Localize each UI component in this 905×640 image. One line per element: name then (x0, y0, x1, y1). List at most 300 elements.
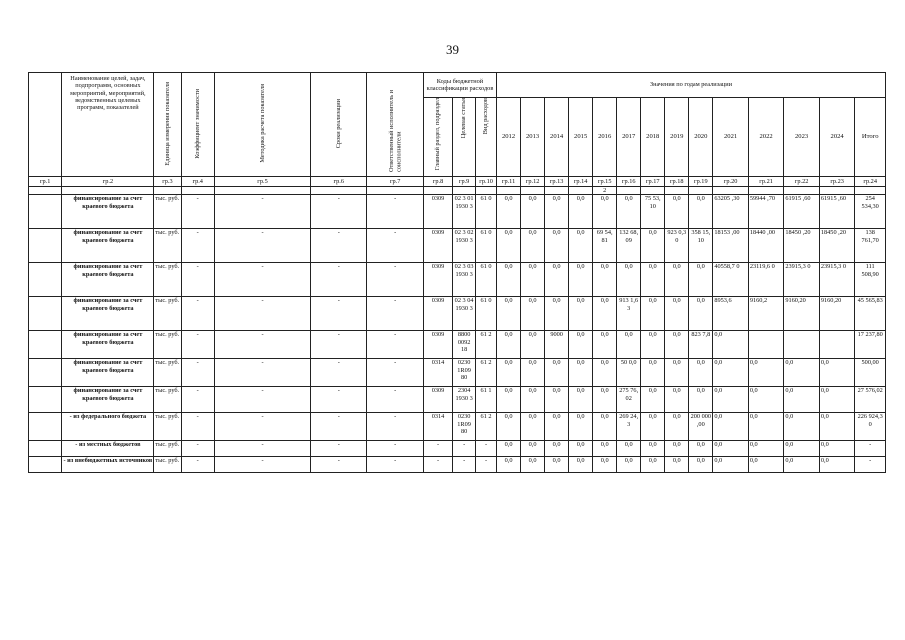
group-number-row (29, 177, 886, 187)
row-year-value: 0,0 (748, 387, 784, 413)
group-number-cell: гр.8 (423, 177, 452, 187)
row-year-value: 0,0 (617, 263, 641, 297)
header-year: 2017 (617, 98, 641, 177)
header-year: 2012 (497, 98, 521, 177)
row-year-value: 0,0 (545, 229, 569, 263)
row-year-value: 358 15, 10 (689, 229, 713, 263)
group-number-cell: гр.21 (748, 177, 784, 187)
row-year-value: 0,0 (689, 457, 713, 473)
row-method: - (214, 457, 310, 473)
group-number-cell: гр.13 (545, 177, 569, 187)
row-terms: - (311, 413, 367, 441)
table-row (29, 297, 886, 331)
row-code-main: 0309 (423, 263, 452, 297)
row-year-value: 0,0 (665, 387, 689, 413)
row-year-value: 9160,20 (784, 297, 820, 331)
group-number-cell: гр.3 (154, 177, 181, 187)
row-year-value: 0,0 (497, 263, 521, 297)
row-year-value (784, 331, 820, 359)
row-year-value: 0,0 (641, 263, 665, 297)
row-total: 500,00 (855, 359, 886, 387)
row-number-cell (29, 457, 62, 473)
header-code-type: Вид расходов (476, 98, 497, 177)
header-coef: Коэффициент значимости (181, 73, 214, 177)
row-code-target: 02 3 02 1930 3 (453, 229, 476, 263)
row-unit: тыс. руб. (154, 413, 181, 441)
header-year: 2014 (545, 98, 569, 177)
row-code-target: - (453, 441, 476, 457)
table-row (29, 441, 886, 457)
row-year-value: 0,0 (641, 359, 665, 387)
row-year-value: 0,0 (521, 229, 545, 263)
row-year-value: 0,0 (593, 387, 617, 413)
row-terms: - (311, 229, 367, 263)
row-total: 27 576,02 (855, 387, 886, 413)
row-code-target: - (453, 457, 476, 473)
group-number-cell: гр.22 (784, 177, 820, 187)
row-year-value: 0,0 (689, 359, 713, 387)
row-year-value: 0,0 (748, 457, 784, 473)
row-code-main: - (423, 441, 452, 457)
row-year-value: 0,0 (545, 457, 569, 473)
row-unit: тыс. руб. (154, 229, 181, 263)
row-year-value: 0,0 (641, 441, 665, 457)
row-year-value: 0,0 (593, 263, 617, 297)
row-terms: - (311, 457, 367, 473)
row-number-cell (29, 441, 62, 457)
row-executor: - (367, 387, 423, 413)
row-number-cell (29, 195, 62, 229)
row-method: - (214, 441, 310, 457)
row-year-value: 40558,7 0 (713, 263, 749, 297)
row-method: - (214, 413, 310, 441)
row-method: - (214, 331, 310, 359)
row-year-value: 0,0 (641, 331, 665, 359)
group-number-cell: гр.17 (641, 177, 665, 187)
row-year-value: 23119,6 0 (748, 263, 784, 297)
row-terms: - (311, 263, 367, 297)
table-row (29, 457, 886, 473)
row-year-value: 0,0 (569, 457, 593, 473)
row-year-value: 0,0 (521, 263, 545, 297)
row-coef: - (181, 413, 214, 441)
row-year-value: 0,0 (545, 359, 569, 387)
row-name: финансирование за счет краевого бюджета (62, 195, 154, 229)
row-year-value: 0,0 (593, 441, 617, 457)
row-year-value: 0,0 (819, 441, 855, 457)
row-year-value: 0,0 (617, 457, 641, 473)
row-year-value: 0,0 (593, 359, 617, 387)
row-code-type: 61 0 (476, 263, 497, 297)
row-terms: - (311, 331, 367, 359)
row-executor: - (367, 263, 423, 297)
group-number-cell: гр.10 (476, 177, 497, 187)
row-year-value: 0,0 (784, 441, 820, 457)
row-number-cell (29, 359, 62, 387)
row-year-value: 59944 ,70 (748, 195, 784, 229)
row-year-value: 0,0 (819, 359, 855, 387)
group-number-cell: гр.23 (819, 177, 855, 187)
row-terms: - (311, 359, 367, 387)
row-code-type: 61 0 (476, 297, 497, 331)
group-number-cell: гр.18 (665, 177, 689, 187)
group-number-cell: гр.1 (29, 177, 62, 187)
row-year-value: 61915 ,60 (819, 195, 855, 229)
row-year-value: 0,0 (569, 387, 593, 413)
row-year-value: 0,0 (713, 441, 749, 457)
row-year-value: 0,0 (497, 413, 521, 441)
row-number-cell (29, 413, 62, 441)
row-coef: - (181, 263, 214, 297)
row-year-value: 0,0 (497, 441, 521, 457)
group-number-cell: гр.20 (713, 177, 749, 187)
row-unit: тыс. руб. (154, 263, 181, 297)
row-unit: тыс. руб. (154, 359, 181, 387)
row-year-value: 0,0 (569, 359, 593, 387)
row-code-target: 02 3 04 1930 3 (453, 297, 476, 331)
row-year-value: 0,0 (569, 331, 593, 359)
row-year-value: 0,0 (784, 457, 820, 473)
row-code-main: 0309 (423, 195, 452, 229)
row-year-value: 0,0 (593, 413, 617, 441)
row-code-type: 61 2 (476, 413, 497, 441)
row-year-value: 0,0 (713, 331, 749, 359)
row-code-main: 0309 (423, 387, 452, 413)
row-year-value: 0,0 (617, 441, 641, 457)
row-name: - из местных бюджетов (62, 441, 154, 457)
row-name: финансирование за счет краевого бюджета (62, 263, 154, 297)
row-year-value: 0,0 (521, 413, 545, 441)
row-year-value: 0,0 (689, 441, 713, 457)
row-year-value: 0,0 (521, 359, 545, 387)
row-year-value: 75 53, 10 (641, 195, 665, 229)
row-year-value: 913 1,6 3 (617, 297, 641, 331)
row-method: - (214, 297, 310, 331)
row-year-value: 0,0 (641, 229, 665, 263)
row-year-value: 23915,3 0 (784, 263, 820, 297)
row-coef: - (181, 359, 214, 387)
group-number-cell: гр.5 (214, 177, 310, 187)
row-year-value: 0,0 (521, 441, 545, 457)
row-code-target: 0230 1R09 80 (453, 413, 476, 441)
row-year-value: 0,0 (784, 359, 820, 387)
row-year-value: 0,0 (665, 359, 689, 387)
row-year-value: 18440 ,00 (748, 229, 784, 263)
row-executor: - (367, 331, 423, 359)
row-method: - (214, 263, 310, 297)
row-year-value: 0,0 (713, 359, 749, 387)
row-year-value: 132 68, 09 (617, 229, 641, 263)
row-year-value: 0,0 (545, 297, 569, 331)
row-year-value: 0,0 (617, 195, 641, 229)
row-name: финансирование за счет краевого бюджета (62, 359, 154, 387)
row-name: финансирование за счет краевого бюджета (62, 297, 154, 331)
group-number-cell: гр.24 (855, 177, 886, 187)
row-total: 45 565,83 (855, 297, 886, 331)
row-year-value: 0,0 (665, 297, 689, 331)
row-year-value: 9000 (545, 331, 569, 359)
row-year-value: 0,0 (784, 413, 820, 441)
row-year-value: 0,0 (689, 387, 713, 413)
row-year-value: 0,0 (497, 195, 521, 229)
row-year-value: 9160,20 (819, 297, 855, 331)
row-year-value: 0,0 (689, 297, 713, 331)
row-year-value: 269 24, 3 (617, 413, 641, 441)
spacer-mark: 2 (593, 187, 617, 195)
row-code-type: - (476, 441, 497, 457)
row-year-value: 0,0 (665, 263, 689, 297)
row-year-value: 0,0 (497, 457, 521, 473)
row-coef: - (181, 387, 214, 413)
row-year-value: 0,0 (521, 387, 545, 413)
row-total: - (855, 457, 886, 473)
row-name: - из федерального бюджета (62, 413, 154, 441)
row-code-main: 0309 (423, 229, 452, 263)
row-method: - (214, 359, 310, 387)
header-unit: Единица измерения показателя (154, 73, 181, 177)
row-executor: - (367, 195, 423, 229)
table-row (29, 387, 886, 413)
page-number: 39 (446, 42, 459, 57)
table-row (29, 331, 886, 359)
row-unit: тыс. руб. (154, 195, 181, 229)
row-year-value: 0,0 (497, 229, 521, 263)
row-unit: тыс. руб. (154, 297, 181, 331)
header-year: 2019 (665, 98, 689, 177)
row-year-value: 0,0 (748, 359, 784, 387)
row-code-target: 0230 1R09 80 (453, 359, 476, 387)
table-row (29, 195, 886, 229)
row-year-value: 0,0 (713, 457, 749, 473)
table-row (29, 263, 886, 297)
header-total: Итого (855, 98, 886, 177)
row-executor: - (367, 359, 423, 387)
row-year-value: 823 7,8 (689, 331, 713, 359)
row-year-value: 0,0 (497, 387, 521, 413)
group-number-cell: гр.15 (593, 177, 617, 187)
row-year-value: 0,0 (521, 457, 545, 473)
row-code-main: 0314 (423, 413, 452, 441)
row-code-target: 2304 1930 3 (453, 387, 476, 413)
row-year-value: 0,0 (819, 387, 855, 413)
row-year-value: 0,0 (748, 441, 784, 457)
row-coef: - (181, 441, 214, 457)
header-year: 2018 (641, 98, 665, 177)
header-col-1 (29, 73, 62, 177)
header-year: 2016 (593, 98, 617, 177)
row-code-main: 0314 (423, 359, 452, 387)
row-code-type: 61 1 (476, 387, 497, 413)
row-code-main: 0309 (423, 297, 452, 331)
row-total: 138 761,70 (855, 229, 886, 263)
header-executor: Ответственный исполнитель и соисполнители (367, 73, 423, 177)
row-year-value: 0,0 (593, 297, 617, 331)
row-year-value: 0,0 (689, 263, 713, 297)
row-executor: - (367, 229, 423, 263)
row-year-value (748, 331, 784, 359)
row-year-value: 0,0 (713, 387, 749, 413)
header-values: Значения по годам реализации (497, 73, 886, 98)
row-year-value: 0,0 (497, 359, 521, 387)
table-row (29, 413, 886, 441)
row-code-type: - (476, 457, 497, 473)
row-coef: - (181, 195, 214, 229)
row-total: 17 237,80 (855, 331, 886, 359)
spacer-row (29, 187, 886, 195)
row-year-value: 0,0 (521, 297, 545, 331)
header-terms: Сроки реализации (311, 73, 367, 177)
table-body (29, 195, 886, 473)
row-year-value: 0,0 (497, 297, 521, 331)
row-year-value: 0,0 (641, 387, 665, 413)
row-unit: тыс. руб. (154, 457, 181, 473)
row-code-main: 0309 (423, 331, 452, 359)
group-number-cell: гр.19 (689, 177, 713, 187)
row-year-value: 0,0 (665, 457, 689, 473)
group-number-cell: гр.6 (311, 177, 367, 187)
group-number-cell: гр.4 (181, 177, 214, 187)
header-year: 2020 (689, 98, 713, 177)
header-year: 2013 (521, 98, 545, 177)
row-total: 226 924,3 0 (855, 413, 886, 441)
group-number-cell: гр.16 (617, 177, 641, 187)
table-row (29, 229, 886, 263)
row-code-type: 61 2 (476, 359, 497, 387)
header-year: 2015 (569, 98, 593, 177)
header-year: 2024 (819, 98, 855, 177)
group-number-cell: гр.12 (521, 177, 545, 187)
row-executor: - (367, 413, 423, 441)
row-executor: - (367, 297, 423, 331)
row-year-value: 0,0 (593, 195, 617, 229)
header-year: 2023 (784, 98, 820, 177)
row-year-value: 61915 ,60 (784, 195, 820, 229)
row-code-main: - (423, 457, 452, 473)
row-number-cell (29, 387, 62, 413)
group-number-cell: гр.2 (62, 177, 154, 187)
row-code-target: 02 3 03 1930 3 (453, 263, 476, 297)
row-number-cell (29, 297, 62, 331)
header-code-target: Целевая статья (453, 98, 476, 177)
row-year-value: 0,0 (617, 331, 641, 359)
header-method: Методика расчета показателя (214, 73, 310, 177)
row-total: 111 508,90 (855, 263, 886, 297)
row-year-value: 18153 ,00 (713, 229, 749, 263)
header-name: Наименование целей, задач, подпрограмм, основных мероприятий, мероприятий, ведомственных целевых программ, показателей (62, 73, 154, 177)
row-terms: - (311, 195, 367, 229)
row-year-value: 0,0 (784, 387, 820, 413)
row-total: - (855, 441, 886, 457)
header-year: 2022 (748, 98, 784, 177)
row-year-value: 0,0 (641, 457, 665, 473)
row-year-value: 0,0 (713, 413, 749, 441)
group-number-cell: гр.14 (569, 177, 593, 187)
row-year-value: 0,0 (569, 297, 593, 331)
row-year-value: 69 54, 81 (593, 229, 617, 263)
row-terms: - (311, 297, 367, 331)
row-year-value: 18450 ,20 (784, 229, 820, 263)
row-method: - (214, 195, 310, 229)
row-code-target: 8800 0092 18 (453, 331, 476, 359)
row-year-value: 0,0 (665, 331, 689, 359)
row-year-value: 0,0 (819, 457, 855, 473)
header-code-main: Главный раздел, подраздел (423, 98, 452, 177)
group-number-cell: гр.11 (497, 177, 521, 187)
budget-table (28, 72, 886, 473)
header-year: 2021 (713, 98, 749, 177)
header-codes: Коды бюджетной классификации расходов (423, 73, 496, 98)
row-method: - (214, 229, 310, 263)
group-number-cell: гр.7 (367, 177, 423, 187)
row-executor: - (367, 441, 423, 457)
row-year-value: 23915,3 0 (819, 263, 855, 297)
row-number-cell (29, 263, 62, 297)
row-year-value: 0,0 (665, 195, 689, 229)
row-year-value: 0,0 (665, 441, 689, 457)
row-unit: тыс. руб. (154, 441, 181, 457)
row-code-type: 61 0 (476, 229, 497, 263)
row-method: - (214, 387, 310, 413)
row-year-value: 275 76, 02 (617, 387, 641, 413)
row-year-value: 63205 ,30 (713, 195, 749, 229)
row-unit: тыс. руб. (154, 331, 181, 359)
row-number-cell (29, 331, 62, 359)
row-year-value: 0,0 (545, 263, 569, 297)
row-year-value: 0,0 (689, 195, 713, 229)
row-year-value: 0,0 (569, 263, 593, 297)
row-year-value (819, 331, 855, 359)
row-year-value: 0,0 (545, 195, 569, 229)
row-coef: - (181, 331, 214, 359)
row-year-value: 923 0,3 0 (665, 229, 689, 263)
row-year-value: 0,0 (569, 195, 593, 229)
row-year-value: 0,0 (569, 413, 593, 441)
row-year-value: 0,0 (641, 413, 665, 441)
row-year-value: 0,0 (545, 413, 569, 441)
row-year-value: 0,0 (593, 331, 617, 359)
row-coef: - (181, 457, 214, 473)
row-year-value: 0,0 (819, 413, 855, 441)
row-year-value: 0,0 (593, 457, 617, 473)
row-name: финансирование за счет краевого бюджета (62, 229, 154, 263)
group-number-cell: гр.9 (453, 177, 476, 187)
row-year-value: 0,0 (665, 413, 689, 441)
row-year-value: 0,0 (569, 441, 593, 457)
table-row (29, 359, 886, 387)
row-terms: - (311, 441, 367, 457)
row-unit: тыс. руб. (154, 387, 181, 413)
row-year-value: 0,0 (545, 441, 569, 457)
row-coef: - (181, 297, 214, 331)
row-year-value: 0,0 (521, 195, 545, 229)
row-code-target: 02 3 01 1930 3 (453, 195, 476, 229)
row-year-value: 0,0 (545, 387, 569, 413)
row-number-cell (29, 229, 62, 263)
header-row-1 (29, 73, 886, 98)
row-year-value: 0,0 (497, 331, 521, 359)
row-executor: - (367, 457, 423, 473)
row-year-value: 8953,6 (713, 297, 749, 331)
row-year-value: 9160,2 (748, 297, 784, 331)
row-year-value: 50 0,0 (617, 359, 641, 387)
row-code-type: 61 2 (476, 331, 497, 359)
row-year-value: 0,0 (641, 297, 665, 331)
row-year-value: 0,0 (521, 331, 545, 359)
row-total: 254 534,30 (855, 195, 886, 229)
row-name: - из внебюджетных источников (62, 457, 154, 473)
row-name: финансирование за счет краевого бюджета (62, 331, 154, 359)
row-year-value: 0,0 (569, 229, 593, 263)
